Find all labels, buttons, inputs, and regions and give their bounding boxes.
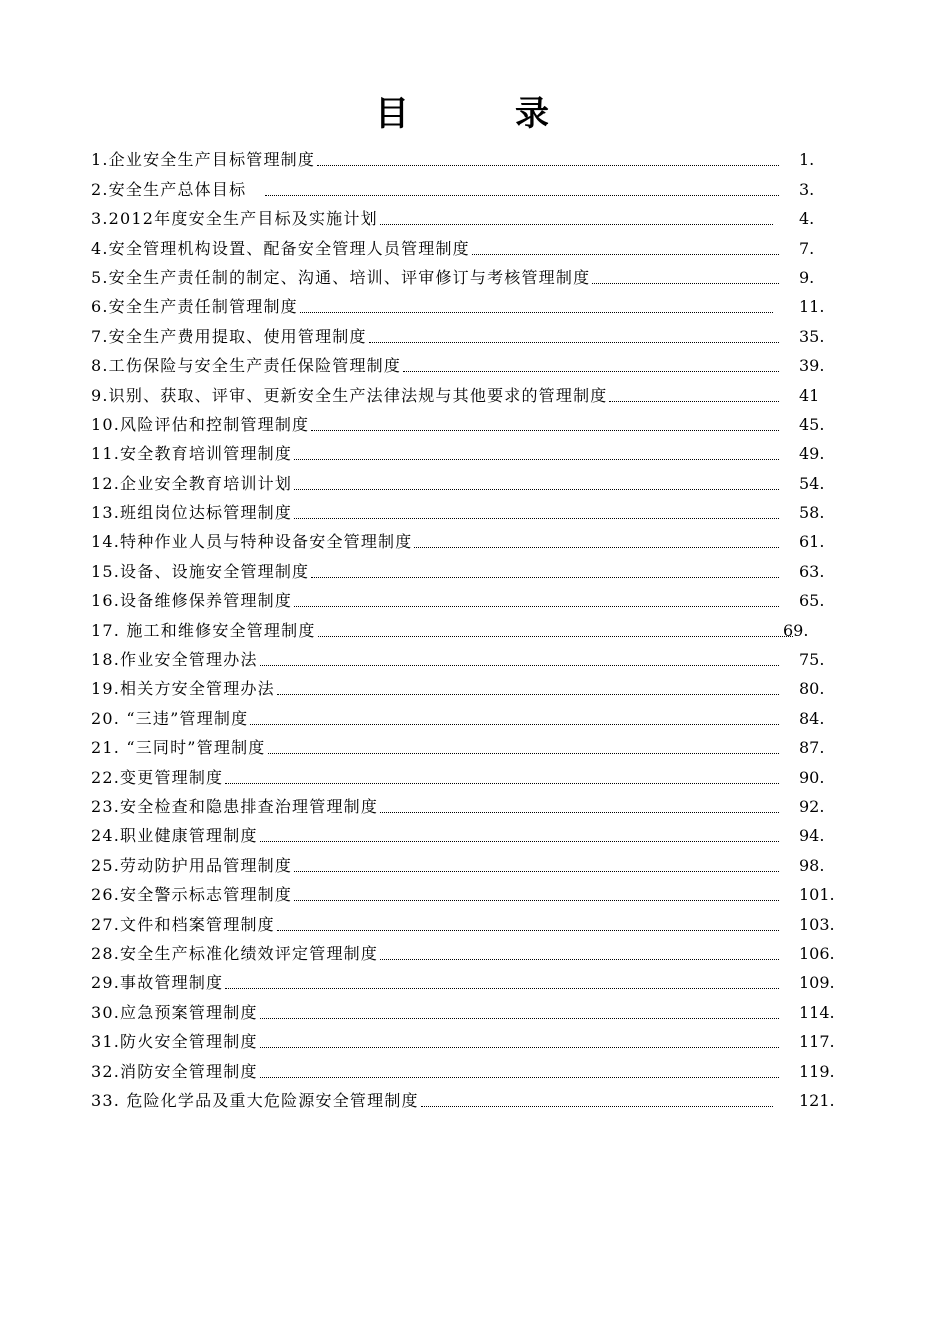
toc-dot-leader bbox=[277, 929, 779, 931]
toc-entry-page-number: 121. bbox=[799, 1090, 835, 1110]
toc-entry bbox=[91, 289, 851, 318]
toc-entry-page-number: 58. bbox=[799, 503, 825, 523]
toc-entry bbox=[91, 436, 851, 465]
toc-entry-title: 4.安全管理机构设置、配备安全管理人员管理制度 bbox=[91, 238, 470, 258]
toc-entry bbox=[91, 1083, 851, 1112]
toc-entry-title: 30.应急预案管理制度 bbox=[91, 1002, 258, 1022]
toc-entry-page-number: 84. bbox=[799, 708, 825, 728]
toc-entry-title: 21. “三同时”管理制度 bbox=[91, 738, 266, 758]
toc-entry-title: 2.安全生产总体目标 bbox=[91, 179, 264, 199]
toc-entry bbox=[91, 171, 851, 200]
toc-dot-leader bbox=[403, 370, 779, 372]
toc-list bbox=[91, 142, 851, 1112]
toc-entry bbox=[91, 318, 851, 347]
toc-entry bbox=[91, 1024, 851, 1053]
toc-dot-leader bbox=[380, 811, 779, 813]
toc-entry-title: 15.设备、设施安全管理制度 bbox=[91, 561, 310, 581]
toc-entry-page-number: 87. bbox=[799, 738, 825, 758]
toc-dot-leader bbox=[294, 488, 779, 490]
toc-entry-title: 16.设备维修保养管理制度 bbox=[91, 591, 293, 611]
toc-dot-leader bbox=[369, 341, 779, 343]
toc-dot-leader bbox=[268, 752, 780, 754]
toc-dot-leader bbox=[250, 723, 779, 725]
toc-entry-title: 28.安全生产标准化绩效评定管理制度 bbox=[91, 943, 379, 963]
toc-entry-title: 9.识别、获取、评审、更新安全生产法律法规与其他要求的管理制度 bbox=[91, 385, 608, 405]
toc-entry-title: 32.消防安全管理制度 bbox=[91, 1061, 258, 1081]
toc-entry-page-number: 75. bbox=[799, 650, 825, 670]
toc-entry bbox=[91, 524, 851, 553]
toc-entry-title: 20. “三违”管理制度 bbox=[91, 708, 249, 728]
toc-entry-page-number: 45. bbox=[799, 414, 825, 434]
toc-dot-leader bbox=[294, 870, 779, 872]
toc-dot-leader bbox=[380, 958, 779, 960]
toc-entry-title: 6.安全生产责任制管理制度 bbox=[91, 297, 298, 317]
toc-dot-leader bbox=[294, 605, 779, 607]
toc-entry-title: 26.安全警示标志管理制度 bbox=[91, 885, 293, 905]
toc-dot-leader bbox=[260, 1046, 779, 1048]
toc-entry-title: 13.班组岗位达标管理制度 bbox=[91, 503, 293, 523]
toc-entry-page-number: 63. bbox=[799, 561, 825, 581]
toc-dot-leader bbox=[294, 458, 779, 460]
toc-entry bbox=[91, 759, 851, 788]
toc-entry bbox=[91, 612, 851, 641]
toc-entry-title: 27.文件和档案管理制度 bbox=[91, 914, 275, 934]
toc-entry-title: 22.变更管理制度 bbox=[91, 767, 224, 787]
toc-entry-page-number: 61. bbox=[799, 532, 825, 552]
toc-entry-title: 3.2012年度安全生产目标及实施计划 bbox=[91, 209, 378, 229]
toc-dot-leader bbox=[225, 987, 779, 989]
toc-entry bbox=[91, 642, 851, 671]
toc-entry bbox=[91, 700, 851, 729]
toc-title: 目 录 bbox=[375, 94, 585, 134]
toc-entry-page-number: 69. bbox=[783, 620, 809, 640]
toc-entry-page-number: 109. bbox=[799, 973, 835, 993]
toc-entry-page-number: 80. bbox=[799, 679, 825, 699]
toc-entry-title: 11.安全教育培训管理制度 bbox=[91, 444, 293, 464]
toc-entry-page-number: 3. bbox=[799, 179, 815, 199]
toc-dot-leader bbox=[311, 429, 779, 431]
toc-dot-leader bbox=[380, 223, 773, 225]
toc-entry-title: 23.安全检查和隐患排查治理管理制度 bbox=[91, 796, 379, 816]
toc-entry-page-number: 92. bbox=[799, 796, 825, 816]
toc-entry-page-number: 1. bbox=[799, 150, 815, 170]
toc-entry-page-number: 103. bbox=[799, 914, 835, 934]
toc-entry-title: 25.劳动防护用品管理制度 bbox=[91, 855, 293, 875]
toc-entry-title: 24.职业健康管理制度 bbox=[91, 826, 258, 846]
toc-entry-page-number: 119. bbox=[799, 1061, 835, 1081]
toc-dot-leader bbox=[609, 400, 779, 402]
toc-dot-leader bbox=[260, 1017, 779, 1019]
toc-entry-page-number: 106. bbox=[799, 943, 835, 963]
toc-entry bbox=[91, 730, 851, 759]
toc-entry-title: 14.特种作业人员与特种设备安全管理制度 bbox=[91, 532, 413, 552]
toc-entry bbox=[91, 260, 851, 289]
toc-entry bbox=[91, 936, 851, 965]
toc-entry bbox=[91, 377, 851, 406]
toc-entry-page-number: 98. bbox=[799, 855, 825, 875]
toc-dot-leader bbox=[421, 1105, 773, 1107]
toc-entry-title: 7.安全生产费用提取、使用管理制度 bbox=[91, 326, 367, 346]
toc-entry bbox=[91, 965, 851, 994]
toc-entry-page-number: 41 bbox=[799, 385, 820, 405]
toc-entry bbox=[91, 789, 851, 818]
toc-dot-leader bbox=[260, 840, 779, 842]
toc-entry-page-number: 90. bbox=[799, 767, 825, 787]
toc-dot-leader bbox=[472, 253, 779, 255]
toc-entry-title: 10.风险评估和控制管理制度 bbox=[91, 414, 310, 434]
toc-dot-leader bbox=[592, 282, 779, 284]
toc-entry-page-number: 9. bbox=[799, 267, 815, 287]
toc-entry bbox=[91, 1053, 851, 1082]
toc-entry-title: 12.企业安全教育培训计划 bbox=[91, 473, 293, 493]
toc-entry-title: 29.事故管理制度 bbox=[91, 973, 224, 993]
toc-dot-leader bbox=[260, 1076, 779, 1078]
toc-entry-page-number: 114. bbox=[799, 1002, 835, 1022]
toc-entry bbox=[91, 994, 851, 1023]
toc-dot-leader bbox=[318, 635, 793, 637]
toc-entry bbox=[91, 201, 851, 230]
toc-entry bbox=[91, 142, 851, 171]
toc-entry bbox=[91, 847, 851, 876]
toc-entry bbox=[91, 465, 851, 494]
toc-dot-leader bbox=[311, 576, 779, 578]
toc-entry-title: 1.企业安全生产目标管理制度 bbox=[91, 150, 316, 170]
toc-dot-leader bbox=[317, 164, 779, 166]
toc-entry bbox=[91, 906, 851, 935]
toc-entry bbox=[91, 348, 851, 377]
toc-dot-leader bbox=[294, 899, 779, 901]
toc-entry-page-number: 39. bbox=[799, 356, 825, 376]
toc-entry bbox=[91, 230, 851, 259]
toc-entry bbox=[91, 407, 851, 436]
toc-entry bbox=[91, 495, 851, 524]
toc-dot-leader bbox=[277, 693, 779, 695]
toc-entry bbox=[91, 671, 851, 700]
toc-dot-leader bbox=[294, 517, 779, 519]
toc-entry-page-number: 11. bbox=[799, 297, 825, 317]
toc-entry-title: 33. 危险化学品及重大危险源安全管理制度 bbox=[91, 1090, 419, 1110]
toc-dot-leader bbox=[225, 782, 779, 784]
toc-dot-leader bbox=[260, 664, 779, 666]
toc-entry-page-number: 94. bbox=[799, 826, 825, 846]
toc-entry-page-number: 49. bbox=[799, 444, 825, 464]
toc-dot-leader bbox=[265, 194, 779, 196]
toc-entry-page-number: 7. bbox=[799, 238, 815, 258]
toc-entry-title: 17. 施工和维修安全管理制度 bbox=[91, 620, 316, 640]
toc-entry-title: 5.安全生产责任制的制定、沟通、培训、评审修订与考核管理制度 bbox=[91, 267, 591, 287]
toc-entry bbox=[91, 818, 851, 847]
toc-dot-leader bbox=[414, 546, 779, 548]
toc-entry-page-number: 101. bbox=[799, 885, 835, 905]
toc-entry-page-number: 4. bbox=[799, 209, 815, 229]
toc-entry-title: 19.相关方安全管理办法 bbox=[91, 679, 275, 699]
toc-entry bbox=[91, 553, 851, 582]
toc-entry bbox=[91, 583, 851, 612]
toc-entry-title: 31.防火安全管理制度 bbox=[91, 1032, 258, 1052]
toc-entry-page-number: 35. bbox=[799, 326, 825, 346]
toc-entry-page-number: 65. bbox=[799, 591, 825, 611]
toc-entry-title: 8.工伤保险与安全生产责任保险管理制度 bbox=[91, 356, 402, 376]
toc-entry-page-number: 54. bbox=[799, 473, 825, 493]
toc-entry-title: 18.作业安全管理办法 bbox=[91, 650, 258, 670]
toc-entry-page-number: 117. bbox=[799, 1032, 835, 1052]
toc-entry bbox=[91, 877, 851, 906]
toc-dot-leader bbox=[300, 311, 773, 313]
